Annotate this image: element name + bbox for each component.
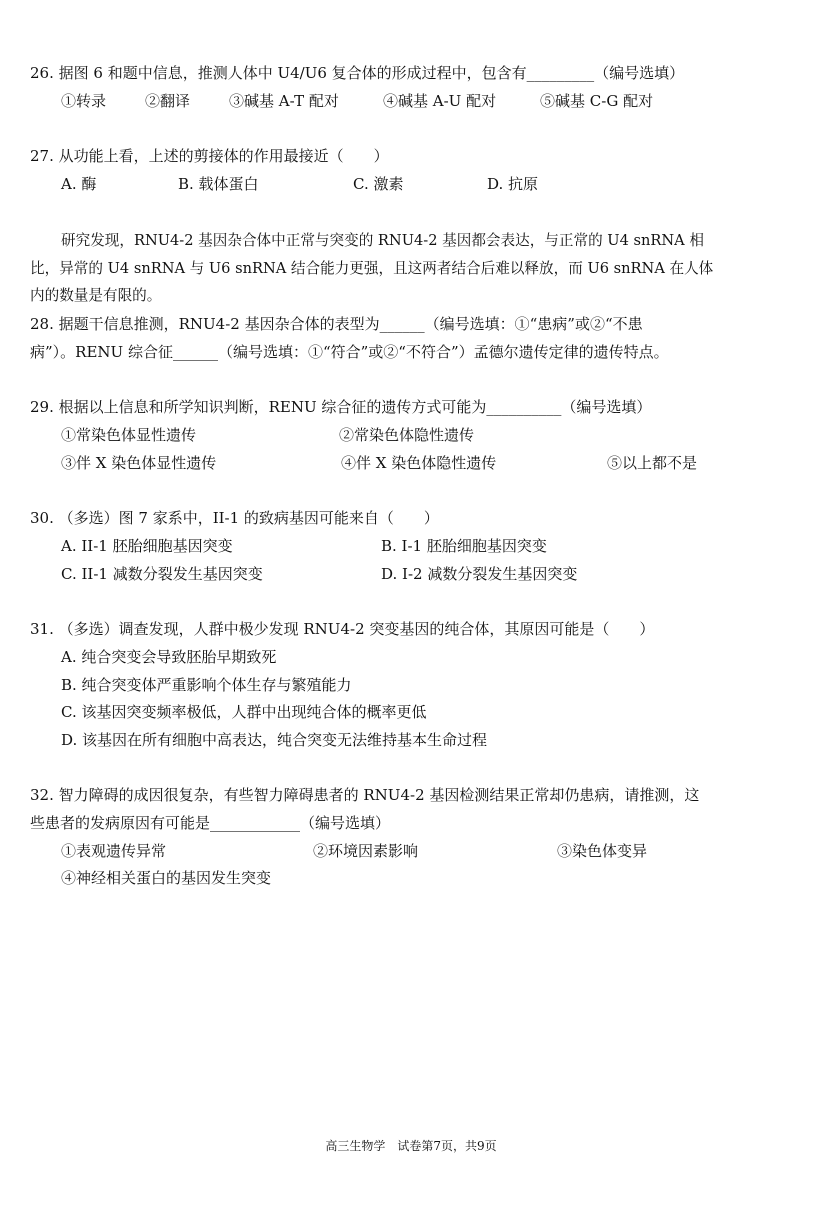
q29-option-3: ③伴 X 染色体显性遗传 bbox=[61, 454, 217, 472]
passage-line-3: 内的数量是有限的。 bbox=[30, 287, 162, 304]
q26-option-5: ⑤碱基 C-G 配对 bbox=[540, 92, 654, 110]
q31-option-c: C. 该基因突变频率极低，人群中出现纯合体的概率更低 bbox=[61, 703, 427, 721]
q27-stem: 27. 从功能上看，上述的剪接体的作用最接近（ ） bbox=[30, 147, 389, 165]
q30-option-a: A. II-1 胚胎细胞基因突变 bbox=[61, 537, 233, 555]
passage-line-1: 研究发现，RNU4-2 基因杂合体中正常与突变的 RNU4-2 基因都会表达，与正常的 U4 snRNA 相 bbox=[61, 232, 704, 249]
q29-stem: 29. 根据以上信息和所学知识判断，RENU 综合征的遗传方式可能为__________（编号选填） bbox=[30, 398, 652, 416]
q26-option-3: ③碱基 A-T 配对 bbox=[229, 92, 339, 110]
q29-option-5: ⑤以上都不是 bbox=[607, 454, 698, 472]
q27-option-a: A. 酶 bbox=[61, 175, 97, 193]
q31-option-a: A. 纯合突变会导致胚胎早期致死 bbox=[61, 648, 277, 666]
passage-line-2: 比，异常的 U4 snRNA 与 U6 snRNA 结合能力更强，且这两者结合后难以释放，而 U6 snRNA 在人体 bbox=[30, 260, 714, 277]
q31-stem: 31. （多选）调查发现，人群中极少发现 RNU4-2 突变基因的纯合体，其原因可能是（ ） bbox=[30, 620, 655, 638]
q30-option-c: C. II-1 减数分裂发生基因突变 bbox=[61, 565, 263, 583]
q26-stem: 26. 据图 6 和题中信息，推测人体中 U4/U6 复合体的形成过程中，包含有_________（编号选填） bbox=[30, 64, 685, 82]
page-footer: 高三生物学 试卷第7页，共9页 bbox=[325, 1139, 497, 1153]
q32-line-2: 些患者的发病原因有可能是____________（编号选填） bbox=[30, 814, 391, 832]
q31-option-b: B. 纯合突变体严重影响个体生存与繁殖能力 bbox=[61, 676, 352, 694]
q30-option-b: B. I-1 胚胎细胞基因突变 bbox=[381, 537, 547, 555]
q30-stem: 30. （多选）图 7 家系中，II-1 的致病基因可能来自（ ） bbox=[30, 509, 439, 527]
q32-option-3: ③染色体变异 bbox=[557, 842, 648, 860]
q27-option-b: B. 载体蛋白 bbox=[178, 175, 259, 193]
q26-option-1: ①转录 bbox=[61, 92, 107, 110]
q31-option-d: D. 该基因在所有细胞中高表达，纯合突变无法维持基本生命过程 bbox=[61, 731, 488, 749]
q27-option-c: C. 激素 bbox=[353, 175, 404, 193]
q29-option-1: ①常染色体显性遗传 bbox=[61, 426, 197, 444]
q26-option-2: ②翻译 bbox=[145, 92, 191, 110]
q28-line-2: 病”）。RENU 综合征______（编号选填：①“符合”或②“不符合”）孟德尔遗传定律的遗传特点。 bbox=[30, 343, 669, 361]
q32-option-1: ①表观遗传异常 bbox=[61, 842, 167, 860]
q32-option-2: ②环境因素影响 bbox=[313, 842, 419, 860]
q32-line-1: 32. 智力障碍的成因很复杂，有些智力障碍患者的 RNU4-2 基因检测结果正常却仍患病，请推测，这 bbox=[30, 786, 700, 804]
q30-option-d: D. I-2 减数分裂发生基因突变 bbox=[381, 565, 578, 583]
q26-option-4: ④碱基 A-U 配对 bbox=[383, 92, 497, 110]
q27-option-d: D. 抗原 bbox=[487, 175, 539, 193]
q32-option-4: ④神经相关蛋白的基因发生突变 bbox=[61, 869, 272, 887]
q29-option-2: ②常染色体隐性遗传 bbox=[339, 426, 475, 444]
q29-option-4: ④伴 X 染色体隐性遗传 bbox=[341, 454, 497, 472]
q28-line-1: 28. 据题干信息推测，RNU4-2 基因杂合体的表型为______（编号选填：①“患病”或②“不患 bbox=[30, 315, 643, 333]
